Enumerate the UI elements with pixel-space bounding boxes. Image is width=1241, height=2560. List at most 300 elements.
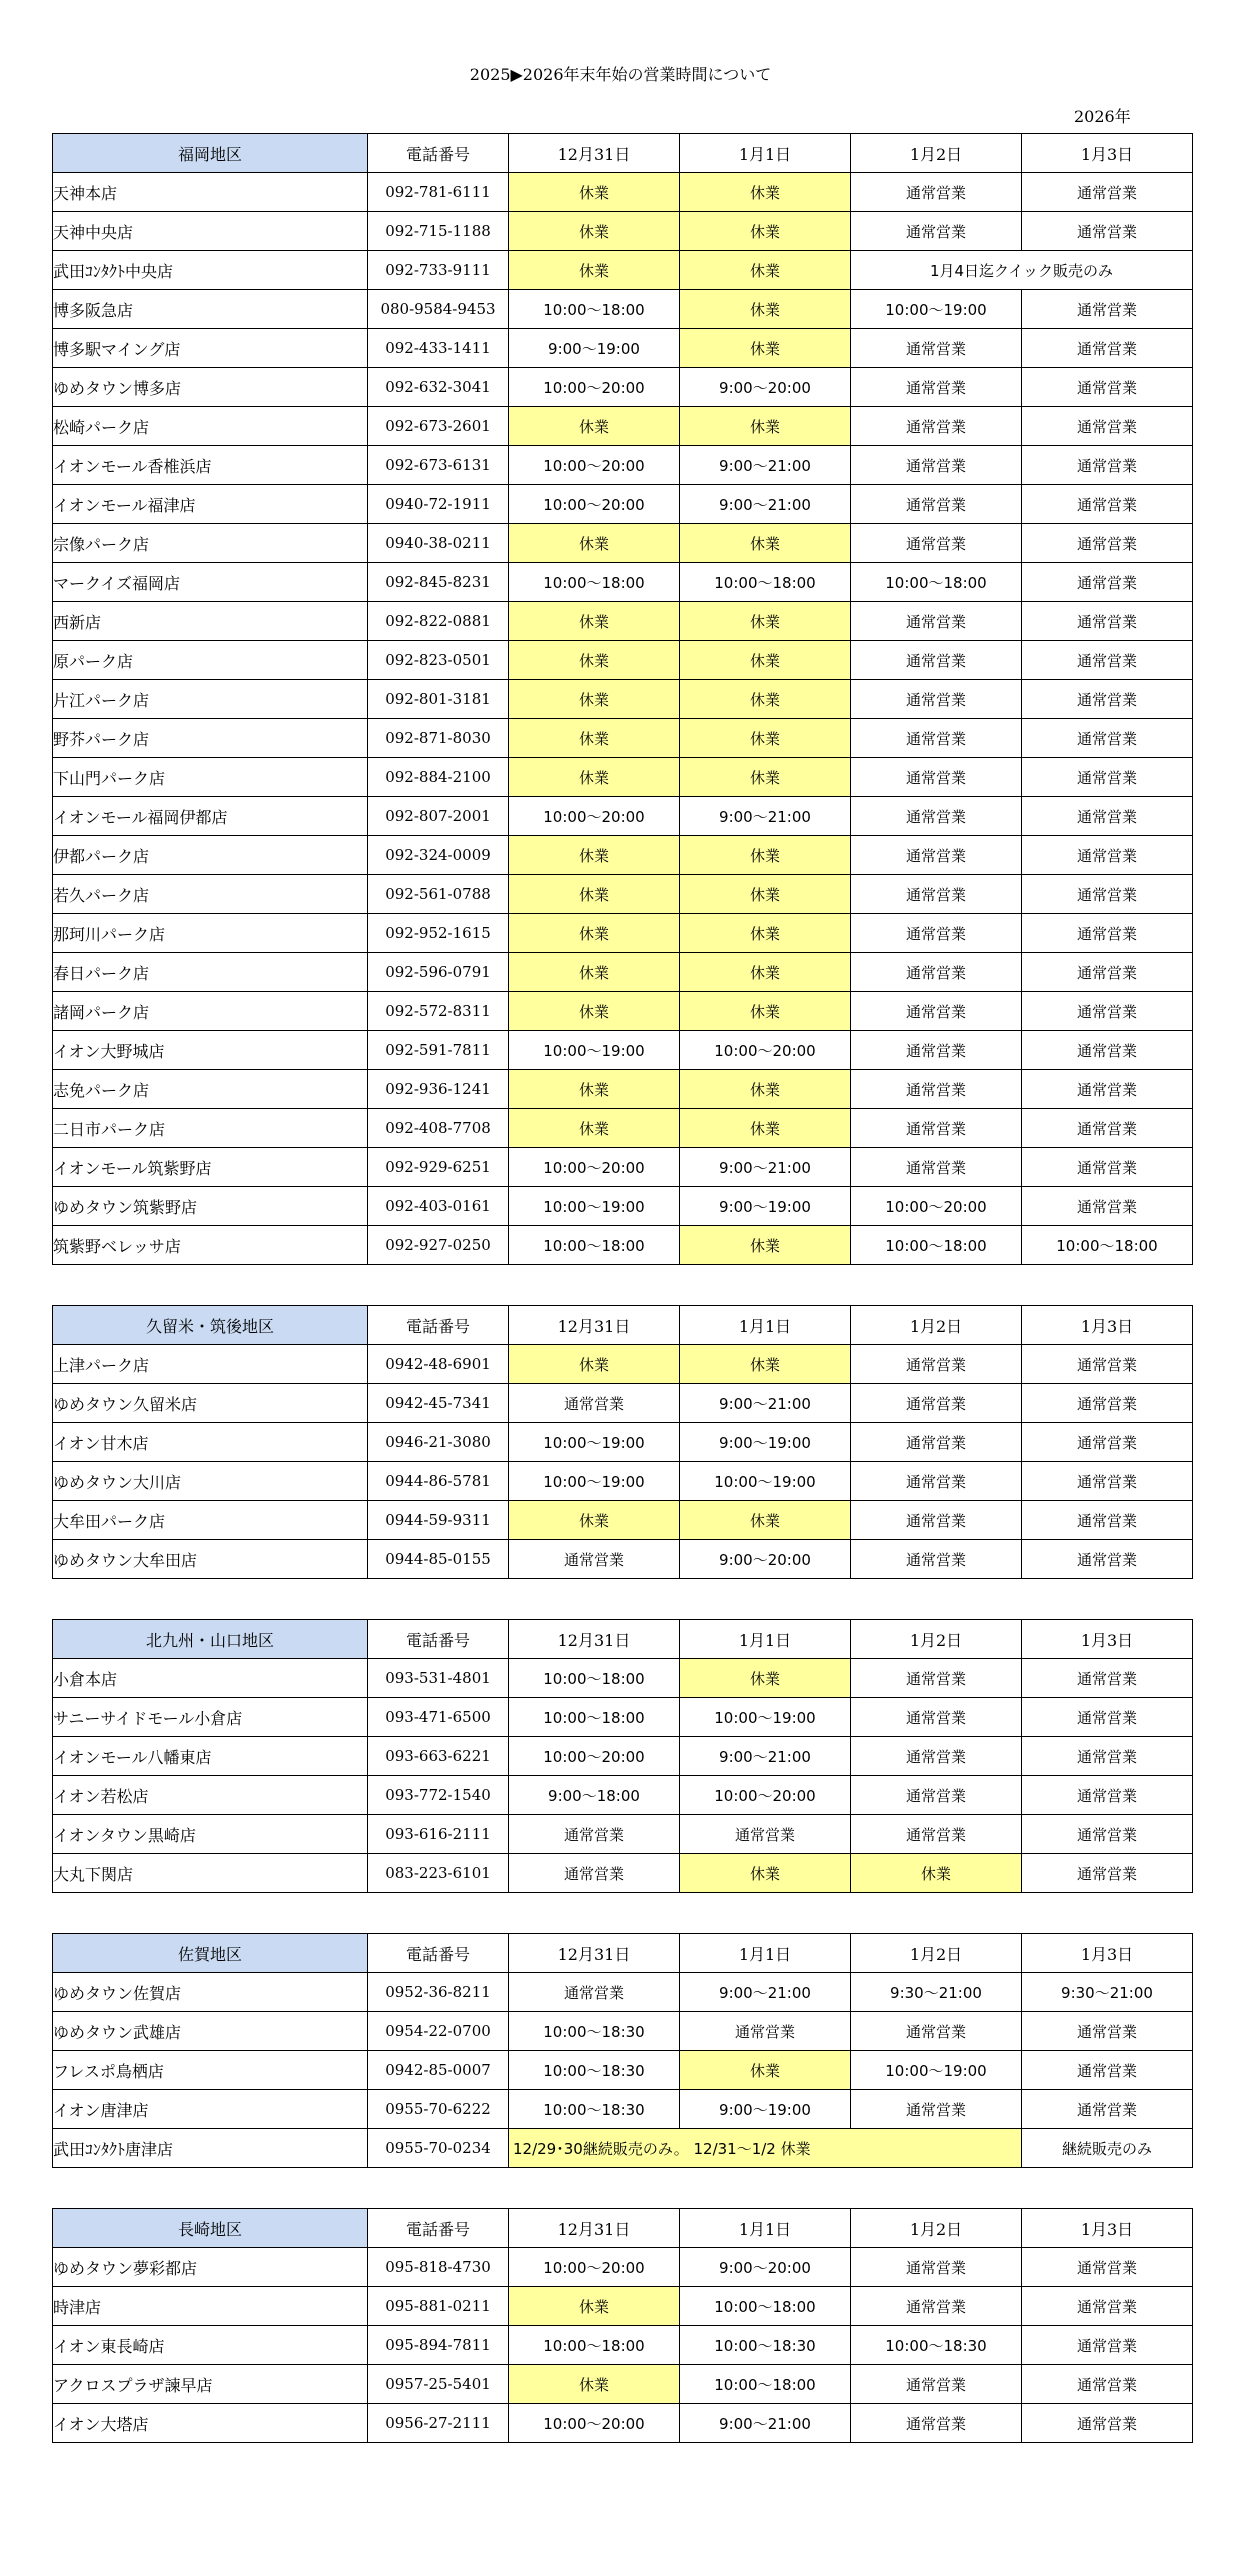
closed-cell: 休業 [851, 1854, 1022, 1893]
hours-cell: 10:00～20:00 [509, 797, 680, 836]
hours-cell: 10:00～19:00 [680, 1698, 851, 1737]
hours-cell: 10:00～18:00 [680, 563, 851, 602]
phone-number: 092-673-6131 [368, 446, 509, 485]
hours-cell: 通常営業 [851, 2248, 1022, 2287]
store-row [53, 1815, 1193, 1854]
phone-number: 092-715-1188 [368, 212, 509, 251]
phone-number: 0954-22-0700 [368, 2012, 509, 2051]
store-name: 武田ｺﾝﾀｸﾄ中央店 [53, 251, 368, 290]
hours-cell: 9:00～21:00 [680, 797, 851, 836]
phone-header: 電話番号 [368, 2209, 509, 2248]
store-name: 天神中央店 [53, 212, 368, 251]
hours-cell: 10:00～20:00 [509, 485, 680, 524]
hours-cell: 10:00～18:00 [680, 2365, 851, 2404]
closed-cell: 休業 [509, 875, 680, 914]
phone-number: 093-616-2111 [368, 1815, 509, 1854]
store-row [53, 329, 1193, 368]
hours-cell: 9:00～20:00 [680, 2248, 851, 2287]
hours-cell: 10:00～19:00 [680, 1462, 851, 1501]
store-row [53, 2012, 1193, 2051]
store-name: イオン大野城店 [53, 1031, 368, 1070]
store-row [53, 641, 1193, 680]
hours-cell: 通常営業 [851, 1109, 1022, 1148]
store-row [53, 2365, 1193, 2404]
hours-cell: 通常営業 [1022, 1187, 1193, 1226]
hours-cell: 10:00～18:00 [509, 1226, 680, 1265]
hours-cell: 通常営業 [680, 1815, 851, 1854]
date-header: 1月1日 [680, 134, 851, 173]
hours-cell: 10:00～20:00 [851, 1187, 1022, 1226]
hours-cell: 通常営業 [1022, 446, 1193, 485]
hours-cell: 通常営業 [1022, 641, 1193, 680]
hours-cell: 通常営業 [509, 1854, 680, 1893]
phone-number: 092-871-8030 [368, 719, 509, 758]
hours-cell: 通常営業 [1022, 1815, 1193, 1854]
hours-cell: 通常営業 [509, 1384, 680, 1423]
date-header: 1月1日 [680, 1306, 851, 1345]
store-row [53, 1109, 1193, 1148]
closed-cell: 休業 [509, 758, 680, 797]
hours-cell: 10:00～18:00 [509, 2326, 680, 2365]
closed-cell: 休業 [680, 212, 851, 251]
hours-cell: 10:00～18:30 [680, 2326, 851, 2365]
phone-number: 092-591-7811 [368, 1031, 509, 1070]
closed-cell: 休業 [509, 602, 680, 641]
hours-cell: 10:00～19:00 [509, 1031, 680, 1070]
closed-cell: 12/29･30継続販売のみ。 12/31～1/2 休業 [509, 2129, 1022, 2168]
hours-cell: 通常営業 [1022, 1031, 1193, 1070]
closed-cell: 休業 [680, 1659, 851, 1698]
hours-cell: 通常営業 [851, 446, 1022, 485]
store-row [53, 602, 1193, 641]
hours-cell: 通常営業 [851, 524, 1022, 563]
date-header: 1月2日 [851, 134, 1022, 173]
hours-cell: 10:00～20:00 [509, 2248, 680, 2287]
store-row [53, 2326, 1193, 2365]
hours-cell: 通常営業 [1022, 2287, 1193, 2326]
hours-cell: 通常営業 [851, 1659, 1022, 1698]
hours-cell: 通常営業 [851, 836, 1022, 875]
store-row [53, 992, 1193, 1031]
hours-cell: 10:00～20:00 [680, 1031, 851, 1070]
store-name: 原パーク店 [53, 641, 368, 680]
store-name: 小倉本店 [53, 1659, 368, 1698]
hours-cell: 10:00～18:00 [680, 2287, 851, 2326]
hours-cell: 通常営業 [1022, 1776, 1193, 1815]
store-name: ゆめタウン久留米店 [53, 1384, 368, 1423]
region-table [52, 2208, 1193, 2443]
header-row [53, 1934, 1193, 1973]
hours-cell: 通常営業 [851, 1070, 1022, 1109]
store-name: ゆめタウン筑紫野店 [53, 1187, 368, 1226]
hours-cell: 通常営業 [851, 1737, 1022, 1776]
store-row [53, 1854, 1193, 1893]
store-row [53, 1973, 1193, 2012]
hours-cell: 10:00～18:00 [509, 1659, 680, 1698]
hours-cell: 9:00～21:00 [680, 485, 851, 524]
hours-cell: 通常営業 [1022, 992, 1193, 1031]
store-row [53, 1187, 1193, 1226]
hours-cell: 通常営業 [851, 1031, 1022, 1070]
hours-cell: 通常営業 [1022, 329, 1193, 368]
store-name: 天神本店 [53, 173, 368, 212]
closed-cell: 休業 [509, 251, 680, 290]
hours-cell: 10:00～20:00 [509, 1737, 680, 1776]
store-name: ゆめタウン夢彩都店 [53, 2248, 368, 2287]
hours-cell: 10:00～18:00 [851, 1226, 1022, 1265]
store-row [53, 1776, 1193, 1815]
hours-cell: 9:00～21:00 [680, 1148, 851, 1187]
hours-cell: 通常営業 [851, 1776, 1022, 1815]
date-header: 12月31日 [509, 134, 680, 173]
store-row [53, 1698, 1193, 1737]
store-name: 時津店 [53, 2287, 368, 2326]
phone-header: 電話番号 [368, 1934, 509, 1973]
store-name: イオンモール八幡東店 [53, 1737, 368, 1776]
hours-cell: 通常営業 [851, 2090, 1022, 2129]
hours-cell: 通常営業 [851, 329, 1022, 368]
store-row [53, 1345, 1193, 1384]
closed-cell: 休業 [680, 1109, 851, 1148]
hours-cell: 通常営業 [1022, 524, 1193, 563]
closed-cell: 休業 [680, 641, 851, 680]
store-name: 二日市パーク店 [53, 1109, 368, 1148]
store-name: 筑紫野ベレッサ店 [53, 1226, 368, 1265]
phone-number: 080-9584-9453 [368, 290, 509, 329]
hours-cell: 通常営業 [1022, 1148, 1193, 1187]
date-header: 1月1日 [680, 1620, 851, 1659]
store-name: イオン甘木店 [53, 1423, 368, 1462]
hours-cell: 通常営業 [1022, 2090, 1193, 2129]
hours-cell: 9:00～21:00 [680, 446, 851, 485]
hours-cell: 9:00～20:00 [680, 368, 851, 407]
store-row [53, 1501, 1193, 1540]
store-name: 下山門パーク店 [53, 758, 368, 797]
region-table [52, 1933, 1193, 2168]
date-header: 1月2日 [851, 1620, 1022, 1659]
hours-cell: 10:00～20:00 [509, 446, 680, 485]
hours-cell: 通常営業 [851, 1148, 1022, 1187]
store-name: 松崎パーク店 [53, 407, 368, 446]
store-name: 片江パーク店 [53, 680, 368, 719]
phone-number: 0940-72-1911 [368, 485, 509, 524]
hours-cell: 通常営業 [1022, 836, 1193, 875]
hours-cell: 通常営業 [851, 797, 1022, 836]
closed-cell: 休業 [680, 953, 851, 992]
hours-cell: 通常営業 [851, 1384, 1022, 1423]
phone-number: 093-471-6500 [368, 1698, 509, 1737]
closed-cell: 休業 [509, 953, 680, 992]
phone-number: 0955-70-0234 [368, 2129, 509, 2168]
closed-cell: 休業 [509, 173, 680, 212]
phone-number: 092-673-2601 [368, 407, 509, 446]
hours-cell: 通常営業 [1022, 1540, 1193, 1579]
date-header: 1月3日 [1022, 1620, 1193, 1659]
date-header: 1月3日 [1022, 1934, 1193, 1973]
hours-cell: 通常営業 [680, 2012, 851, 2051]
closed-cell: 休業 [680, 524, 851, 563]
hours-cell: 通常営業 [1022, 1737, 1193, 1776]
hours-cell: 9:30～21:00 [851, 1973, 1022, 2012]
closed-cell: 休業 [680, 1070, 851, 1109]
hours-cell: 9:30～21:00 [1022, 1973, 1193, 2012]
store-row [53, 2287, 1193, 2326]
store-row [53, 1540, 1193, 1579]
hours-cell: 通常営業 [1022, 1070, 1193, 1109]
hours-cell: 通常営業 [851, 953, 1022, 992]
phone-number: 0955-70-6222 [368, 2090, 509, 2129]
hours-cell: 10:00～18:30 [509, 2090, 680, 2129]
date-header: 12月31日 [509, 2209, 680, 2248]
hours-cell: 通常営業 [1022, 1109, 1193, 1148]
store-row [53, 212, 1193, 251]
hours-cell: 9:00～21:00 [680, 1384, 851, 1423]
phone-number: 0942-45-7341 [368, 1384, 509, 1423]
hours-cell: 通常営業 [1022, 1698, 1193, 1737]
closed-cell: 休業 [680, 875, 851, 914]
hours-cell: 通常営業 [851, 914, 1022, 953]
date-header: 1月3日 [1022, 134, 1193, 173]
region-table [52, 133, 1193, 1265]
store-row [53, 875, 1193, 914]
store-name: 博多阪急店 [53, 290, 368, 329]
closed-cell: 休業 [680, 290, 851, 329]
hours-cell: 通常営業 [1022, 914, 1193, 953]
hours-cell: 通常営業 [1022, 1423, 1193, 1462]
hours-cell: 通常営業 [851, 875, 1022, 914]
phone-number: 092-845-8231 [368, 563, 509, 602]
store-name: イオンタウン黒崎店 [53, 1815, 368, 1854]
phone-number: 092-936-1241 [368, 1070, 509, 1109]
store-row [53, 2090, 1193, 2129]
store-row [53, 2129, 1193, 2168]
hours-cell: 1月4日迄クイック販売のみ [851, 251, 1193, 290]
hours-cell: 通常営業 [1022, 407, 1193, 446]
closed-cell: 休業 [509, 212, 680, 251]
hours-cell: 通常営業 [1022, 1501, 1193, 1540]
store-name: イオン東長崎店 [53, 2326, 368, 2365]
hours-cell: 10:00～19:00 [851, 290, 1022, 329]
closed-cell: 休業 [680, 1854, 851, 1893]
date-header: 12月31日 [509, 1306, 680, 1345]
store-name: イオン唐津店 [53, 2090, 368, 2129]
hours-cell: 通常営業 [851, 1501, 1022, 1540]
phone-number: 092-572-8311 [368, 992, 509, 1031]
closed-cell: 休業 [509, 914, 680, 953]
phone-number: 0956-27-2111 [368, 2404, 509, 2443]
hours-cell: 通常営業 [1022, 2248, 1193, 2287]
region-table [52, 1305, 1193, 1579]
phone-header: 電話番号 [368, 1620, 509, 1659]
store-row [53, 1659, 1193, 1698]
hours-cell: 通常営業 [851, 2404, 1022, 2443]
phone-header: 電話番号 [368, 1306, 509, 1345]
date-header: 1月2日 [851, 2209, 1022, 2248]
store-row [53, 1226, 1193, 1265]
closed-cell: 休業 [680, 329, 851, 368]
hours-cell: 通常営業 [1022, 602, 1193, 641]
header-row [53, 2209, 1193, 2248]
region-name: 久留米・筑後地区 [53, 1306, 368, 1345]
hours-cell: 通常営業 [1022, 953, 1193, 992]
closed-cell: 休業 [680, 758, 851, 797]
hours-cell: 通常営業 [1022, 2051, 1193, 2090]
hours-cell: 通常営業 [851, 1423, 1022, 1462]
store-row [53, 836, 1193, 875]
hours-cell: 10:00～19:00 [509, 1423, 680, 1462]
phone-number: 0944-85-0155 [368, 1540, 509, 1579]
closed-cell: 休業 [509, 719, 680, 758]
phone-number: 092-733-9111 [368, 251, 509, 290]
hours-cell: 通常営業 [1022, 563, 1193, 602]
closed-cell: 休業 [680, 836, 851, 875]
store-row [53, 173, 1193, 212]
store-row [53, 407, 1193, 446]
store-row [53, 1462, 1193, 1501]
hours-cell: 通常営業 [1022, 1345, 1193, 1384]
store-name: ゆめタウン大牟田店 [53, 1540, 368, 1579]
store-row [53, 1070, 1193, 1109]
store-row [53, 797, 1193, 836]
store-name: ゆめタウン大川店 [53, 1462, 368, 1501]
region-name: 長崎地区 [53, 2209, 368, 2248]
date-header: 1月1日 [680, 2209, 851, 2248]
hours-cell: 10:00～18:00 [509, 290, 680, 329]
date-header: 12月31日 [509, 1934, 680, 1973]
store-name: 野芥パーク店 [53, 719, 368, 758]
closed-cell: 休業 [509, 2287, 680, 2326]
hours-cell: 通常営業 [851, 2365, 1022, 2404]
store-row [53, 2248, 1193, 2287]
phone-number: 0944-86-5781 [368, 1462, 509, 1501]
store-row [53, 524, 1193, 563]
closed-cell: 休業 [680, 1345, 851, 1384]
hours-cell: 通常営業 [851, 485, 1022, 524]
schedule-tables [52, 133, 1192, 2483]
store-name: イオンモール福岡伊都店 [53, 797, 368, 836]
hours-cell: 10:00～20:00 [509, 1148, 680, 1187]
store-name: 西新店 [53, 602, 368, 641]
closed-cell: 休業 [509, 407, 680, 446]
phone-number: 092-823-0501 [368, 641, 509, 680]
phone-number: 0944-59-9311 [368, 1501, 509, 1540]
phone-number: 092-596-0791 [368, 953, 509, 992]
closed-cell: 休業 [680, 1226, 851, 1265]
store-row [53, 446, 1193, 485]
date-header: 1月2日 [851, 1306, 1022, 1345]
phone-number: 092-927-0250 [368, 1226, 509, 1265]
phone-number: 092-884-2100 [368, 758, 509, 797]
closed-cell: 休業 [509, 524, 680, 563]
hours-cell: 通常営業 [1022, 680, 1193, 719]
store-name: ゆめタウン武雄店 [53, 2012, 368, 2051]
header-row [53, 1620, 1193, 1659]
store-row [53, 2404, 1193, 2443]
hours-cell: 通常営業 [509, 1815, 680, 1854]
region-table [52, 1619, 1193, 1893]
store-name: サニーサイドモール小倉店 [53, 1698, 368, 1737]
hours-cell: 10:00～19:00 [851, 2051, 1022, 2090]
store-row [53, 2051, 1193, 2090]
hours-cell: 通常営業 [851, 173, 1022, 212]
closed-cell: 休業 [509, 836, 680, 875]
phone-number: 0952-36-8211 [368, 1973, 509, 2012]
date-header: 1月3日 [1022, 1306, 1193, 1345]
closed-cell: 休業 [680, 602, 851, 641]
phone-number: 083-223-6101 [368, 1854, 509, 1893]
closed-cell: 休業 [680, 719, 851, 758]
hours-cell: 通常営業 [851, 1462, 1022, 1501]
hours-cell: 9:00～18:00 [509, 1776, 680, 1815]
store-name: 上津パーク店 [53, 1345, 368, 1384]
phone-number: 092-952-1615 [368, 914, 509, 953]
store-name: 伊都パーク店 [53, 836, 368, 875]
phone-number: 0946-21-3080 [368, 1423, 509, 1462]
closed-cell: 休業 [680, 407, 851, 446]
hours-cell: 通常営業 [851, 1815, 1022, 1854]
hours-cell: 通常営業 [851, 641, 1022, 680]
region-name: 福岡地区 [53, 134, 368, 173]
hours-cell: 通常営業 [1022, 290, 1193, 329]
phone-number: 0940-38-0211 [368, 524, 509, 563]
store-name: イオンモール福津店 [53, 485, 368, 524]
hours-cell: 9:00～19:00 [509, 329, 680, 368]
store-row [53, 914, 1193, 953]
hours-cell: 10:00～18:00 [1022, 1226, 1193, 1265]
store-row [53, 1384, 1193, 1423]
region-name: 佐賀地区 [53, 1934, 368, 1973]
hours-cell: 通常営業 [1022, 758, 1193, 797]
phone-number: 092-433-1411 [368, 329, 509, 368]
hours-cell: 通常営業 [1022, 2404, 1193, 2443]
hours-cell: 9:00～19:00 [680, 1187, 851, 1226]
hours-cell: 10:00～20:00 [680, 1776, 851, 1815]
hours-cell: 通常営業 [851, 407, 1022, 446]
closed-cell: 休業 [509, 1345, 680, 1384]
hours-cell: 10:00～18:30 [509, 2051, 680, 2090]
phone-number: 095-818-4730 [368, 2248, 509, 2287]
hours-cell: 通常営業 [1022, 1854, 1193, 1893]
phone-number: 093-663-6221 [368, 1737, 509, 1776]
store-name: 武田ｺﾝﾀｸﾄ唐津店 [53, 2129, 368, 2168]
phone-number: 093-531-4801 [368, 1659, 509, 1698]
date-header: 1月3日 [1022, 2209, 1193, 2248]
hours-cell: 9:00～19:00 [680, 1423, 851, 1462]
store-row [53, 719, 1193, 758]
store-name: マークイズ福岡店 [53, 563, 368, 602]
date-header: 12月31日 [509, 1620, 680, 1659]
hours-cell: 通常営業 [1022, 2365, 1193, 2404]
store-row [53, 758, 1193, 797]
date-header: 1月1日 [680, 1934, 851, 1973]
phone-number: 092-801-3181 [368, 680, 509, 719]
phone-number: 092-632-3041 [368, 368, 509, 407]
phone-number: 095-894-7811 [368, 2326, 509, 2365]
phone-number: 092-807-2001 [368, 797, 509, 836]
phone-number: 0942-48-6901 [368, 1345, 509, 1384]
hours-cell: 9:00～19:00 [680, 2090, 851, 2129]
hours-cell: 通常営業 [1022, 797, 1193, 836]
store-name: 大牟田パーク店 [53, 1501, 368, 1540]
store-name: 那珂川パーク店 [53, 914, 368, 953]
store-row [53, 1423, 1193, 1462]
phone-number: 092-403-0161 [368, 1187, 509, 1226]
store-name: フレスポ鳥栖店 [53, 2051, 368, 2090]
store-name: ゆめタウン佐賀店 [53, 1973, 368, 2012]
closed-cell: 休業 [509, 1070, 680, 1109]
hours-cell: 10:00～18:30 [851, 2326, 1022, 2365]
hours-cell: 通常営業 [851, 1540, 1022, 1579]
